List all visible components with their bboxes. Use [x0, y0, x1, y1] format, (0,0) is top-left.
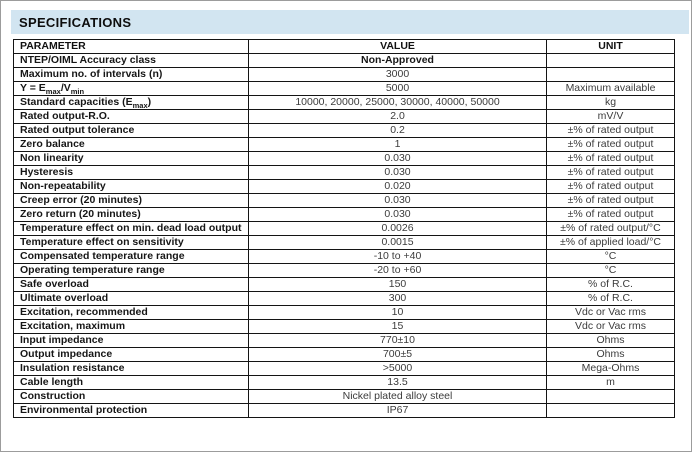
parameter-cell: Standard capacities $(E_{max})$ — [14, 96, 249, 110]
value-cell: Nickel plated alloy steel — [249, 390, 547, 404]
unit-cell — [547, 404, 675, 418]
table-row — [14, 124, 675, 138]
table-row — [14, 96, 675, 110]
table-row — [14, 404, 675, 418]
parameter-cell: Hysteresis — [14, 166, 249, 180]
value-cell: 770±10 — [249, 334, 547, 348]
value-cell: 0.2 — [249, 124, 547, 138]
value-cell: IP67 — [249, 404, 547, 418]
unit-cell: ±% of rated output — [547, 124, 675, 138]
parameter-cell: Zero return (20 minutes) — [14, 208, 249, 222]
value-cell: 1 — [249, 138, 547, 152]
unit-cell — [547, 54, 675, 68]
value-cell: 0.0015 — [249, 236, 547, 250]
unit-cell: ±% of rated output — [547, 194, 675, 208]
parameter-cell: Zero balance — [14, 138, 249, 152]
parameter-cell: Creep error (20 minutes) — [14, 194, 249, 208]
table-row — [14, 362, 675, 376]
parameter-cell: Operating temperature range — [14, 264, 249, 278]
specifications-table — [13, 39, 675, 418]
value-cell: 3000 — [249, 68, 547, 82]
unit-cell: % of R.C. — [547, 292, 675, 306]
parameter-cell: Ultimate overload — [14, 292, 249, 306]
parameter-cell: Rated output-R.O. — [14, 110, 249, 124]
parameter-cell: Maximum no. of intervals (n) — [14, 68, 249, 82]
table-row — [14, 320, 675, 334]
unit-cell: Vdc or Vac rms — [547, 306, 675, 320]
parameter-cell: Compensated temperature range — [14, 250, 249, 264]
table-row — [14, 68, 675, 82]
unit-cell: Mega-Ohms — [547, 362, 675, 376]
table-body — [14, 54, 675, 418]
table-row — [14, 152, 675, 166]
value-cell: 0.030 — [249, 152, 547, 166]
table-row — [14, 236, 675, 250]
table-row — [14, 306, 675, 320]
unit-cell: m — [547, 376, 675, 390]
table-row — [14, 138, 675, 152]
value-cell: 10000, 20000, 25000, 30000, 40000, 50000 — [249, 96, 547, 110]
unit-cell: °C — [547, 250, 675, 264]
value-cell: 700±5 — [249, 348, 547, 362]
specifications-header-band — [11, 10, 689, 34]
unit-cell: ±% of applied load/°C — [547, 236, 675, 250]
parameter-cell: Insulation resistance — [14, 362, 249, 376]
table-row — [14, 390, 675, 404]
value-cell: 15 — [249, 320, 547, 334]
parameter-cell: Rated output tolerance — [14, 124, 249, 138]
unit-cell: Maximum available — [547, 82, 675, 96]
table-row — [14, 376, 675, 390]
value-cell: Non-Approved — [249, 54, 547, 68]
unit-cell: ±% of rated output — [547, 208, 675, 222]
unit-cell: mV/V — [547, 110, 675, 124]
parameter-cell: Excitation, maximum — [14, 320, 249, 334]
unit-cell: °C — [547, 264, 675, 278]
parameter-cell: Temperature effect on min. dead load output — [14, 222, 249, 236]
table-row — [14, 334, 675, 348]
parameter-cell: Construction — [14, 390, 249, 404]
table-row — [14, 110, 675, 124]
value-cell: 150 — [249, 278, 547, 292]
table-row — [14, 208, 675, 222]
table-header-row — [14, 40, 675, 54]
parameter-cell: $Y = E_{max}/V_{min}$ — [14, 82, 249, 96]
parameter-cell: Non-repeatability — [14, 180, 249, 194]
page-title: SPECIFICATIONS — [19, 14, 132, 30]
unit-cell — [547, 390, 675, 404]
value-cell: 0.020 — [249, 180, 547, 194]
parameter-cell: Excitation, recommended — [14, 306, 249, 320]
value-cell: 0.030 — [249, 194, 547, 208]
value-cell: 13.5 — [249, 376, 547, 390]
unit-cell: % of R.C. — [547, 278, 675, 292]
value-cell: 0.0026 — [249, 222, 547, 236]
unit-cell: ±% of rated output — [547, 138, 675, 152]
value-cell: 300 — [249, 292, 547, 306]
unit-cell: ±% of rated output — [547, 180, 675, 194]
table-row — [14, 348, 675, 362]
unit-cell: kg — [547, 96, 675, 110]
unit-cell: ±% of rated output/°C — [547, 222, 675, 236]
table-row — [14, 264, 675, 278]
parameter-cell: Temperature effect on sensitivity — [14, 236, 249, 250]
value-cell: 5000 — [249, 82, 547, 96]
parameter-cell: Safe overload — [14, 278, 249, 292]
parameter-cell: Environmental protection — [14, 404, 249, 418]
unit-cell: Ohms — [547, 334, 675, 348]
parameter-cell: Output impedance — [14, 348, 249, 362]
table-row — [14, 194, 675, 208]
value-cell: 0.030 — [249, 208, 547, 222]
table-row — [14, 82, 675, 96]
table-row — [14, 180, 675, 194]
column-header-parameter: PARAMETER — [14, 40, 249, 54]
parameter-cell: Cable length — [14, 376, 249, 390]
value-cell: 0.030 — [249, 166, 547, 180]
value-cell: -10 to +40 — [249, 250, 547, 264]
value-cell: 2.0 — [249, 110, 547, 124]
value-cell: >5000 — [249, 362, 547, 376]
unit-cell: Ohms — [547, 348, 675, 362]
value-cell: -20 to +60 — [249, 264, 547, 278]
unit-cell: Vdc or Vac rms — [547, 320, 675, 334]
table-row — [14, 278, 675, 292]
table-row — [14, 250, 675, 264]
table-row — [14, 166, 675, 180]
table-row — [14, 54, 675, 68]
column-header-unit: UNIT — [547, 40, 675, 54]
table-row — [14, 222, 675, 236]
parameter-cell: Input impedance — [14, 334, 249, 348]
column-header-value: VALUE — [249, 40, 547, 54]
unit-cell: ±% of rated output — [547, 152, 675, 166]
parameter-cell: NTEP/OIML Accuracy class — [14, 54, 249, 68]
unit-cell — [547, 68, 675, 82]
table-row — [14, 292, 675, 306]
value-cell: 10 — [249, 306, 547, 320]
parameter-cell: Non linearity — [14, 152, 249, 166]
unit-cell: ±% of rated output — [547, 166, 675, 180]
